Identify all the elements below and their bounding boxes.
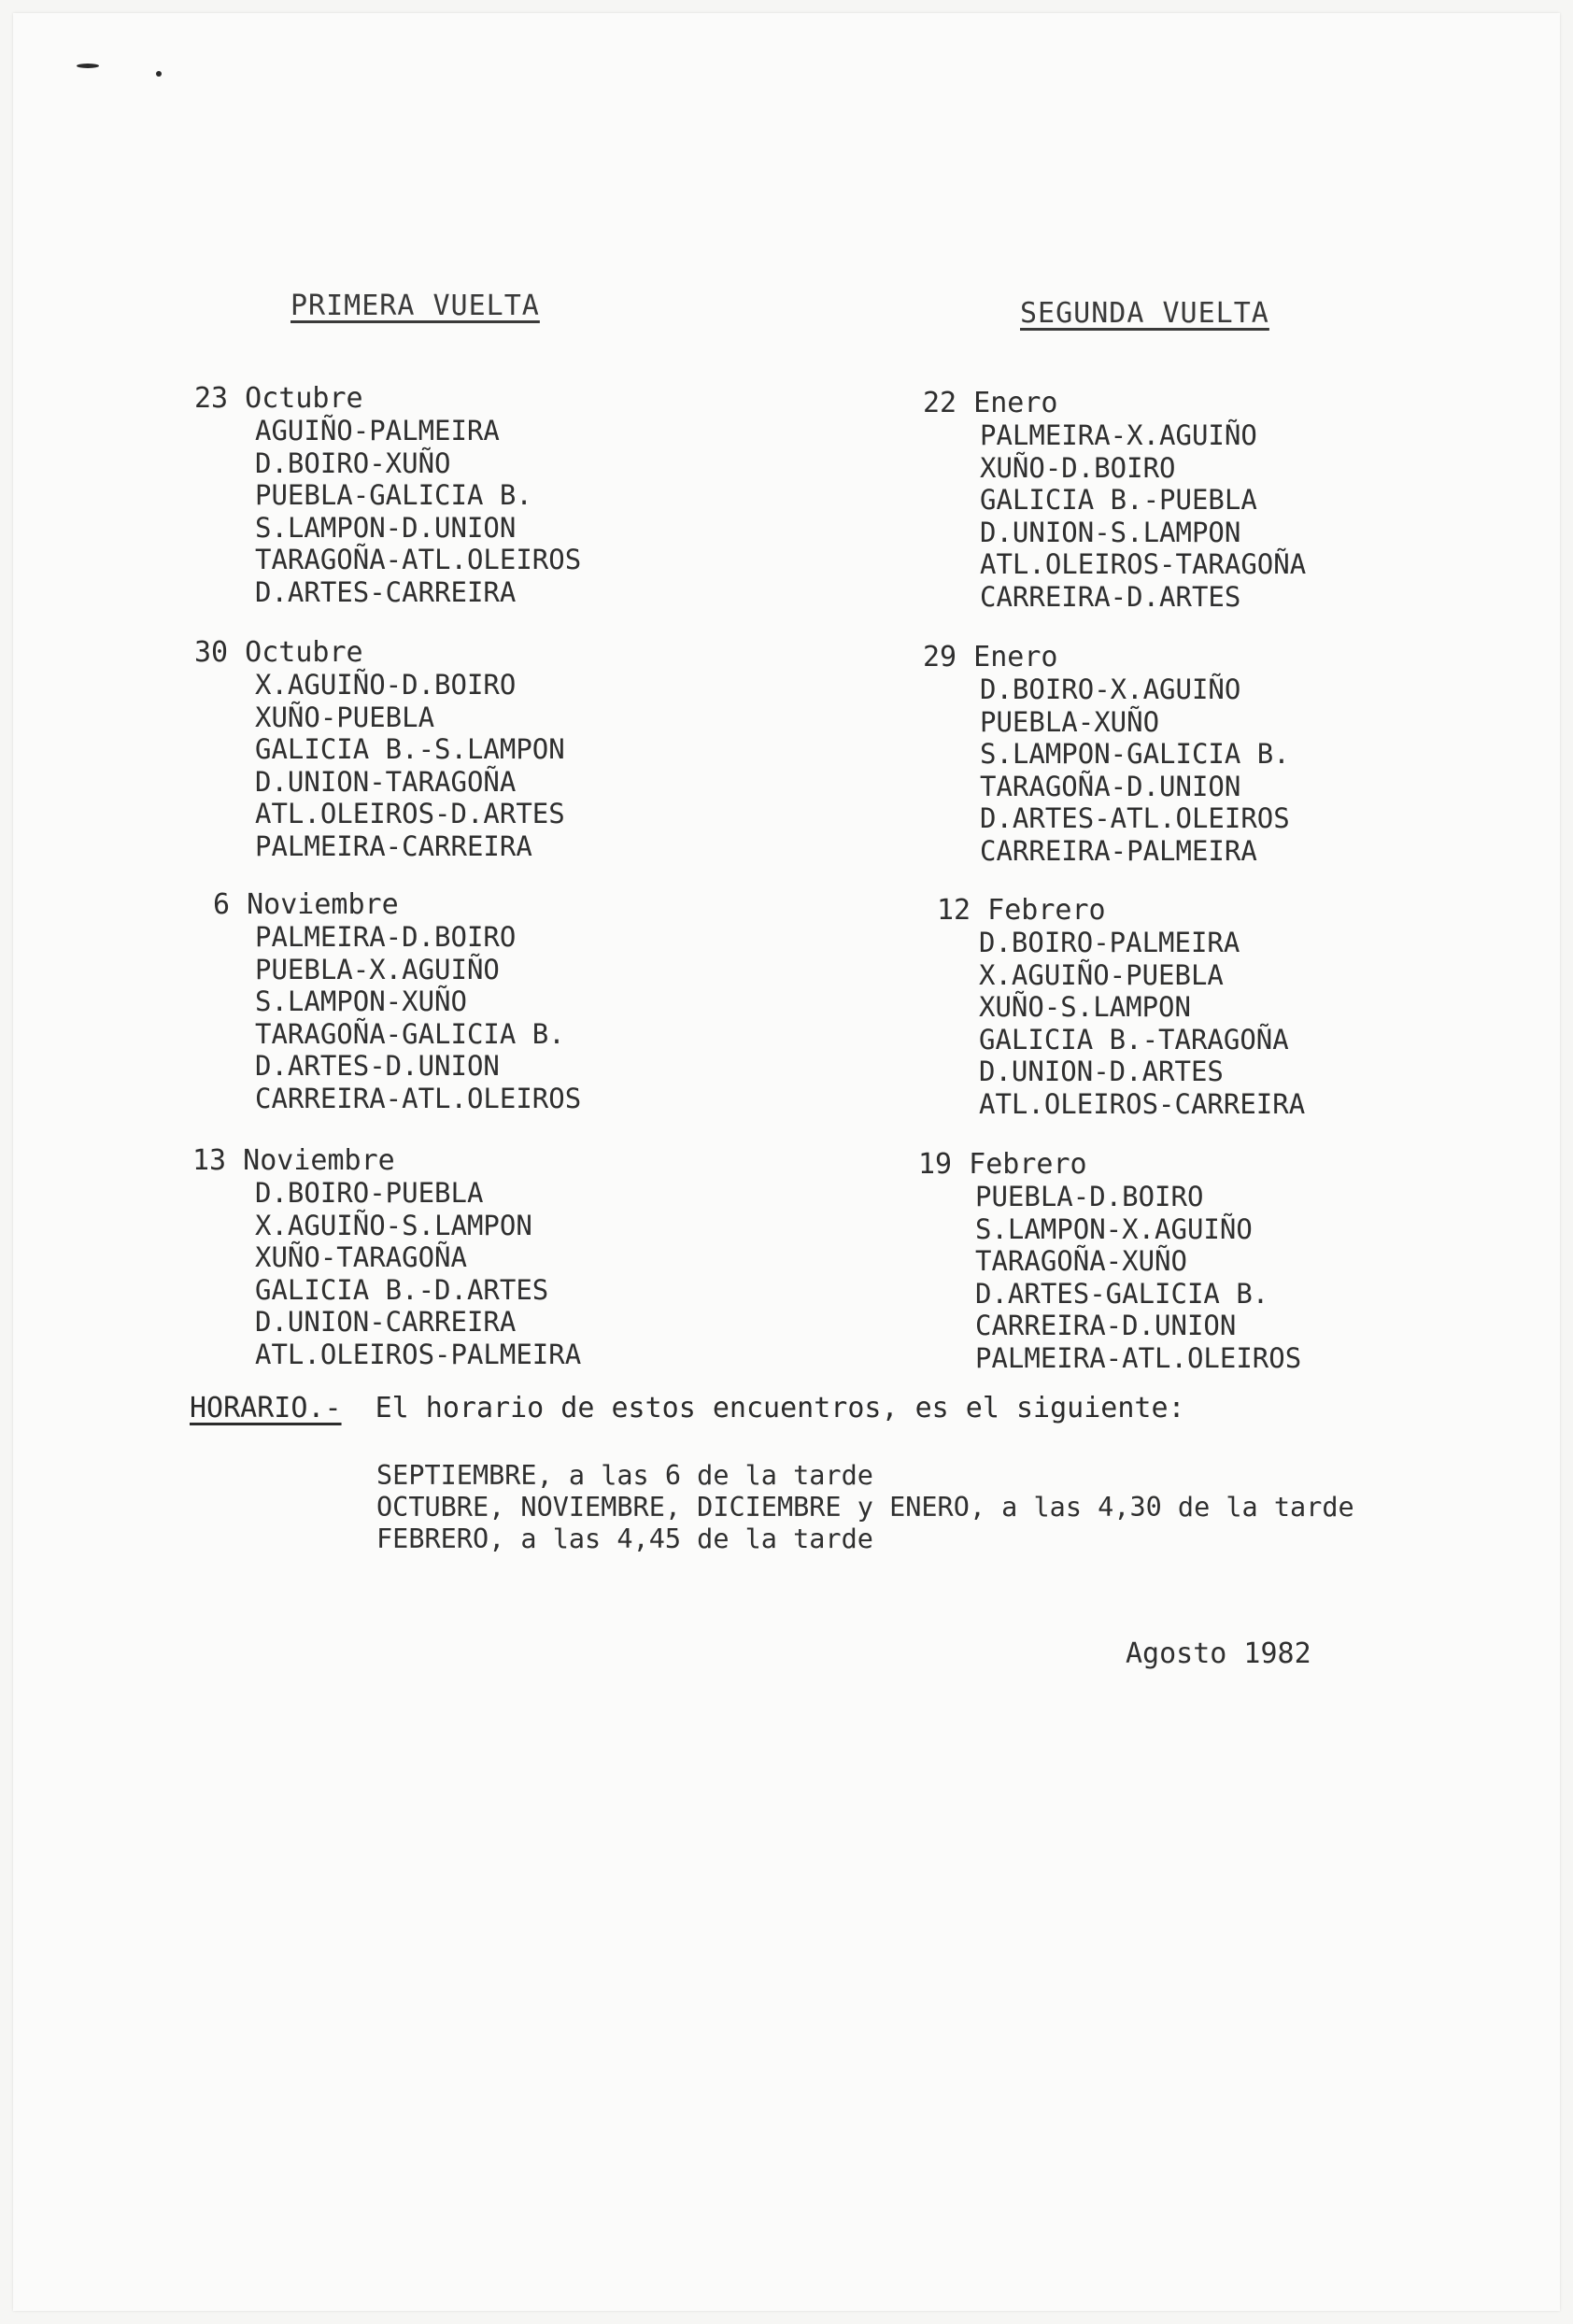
round-8 (918, 1149, 1516, 1374)
document-date: Agosto 1982 (1126, 1637, 1311, 1670)
match: S.LAMPON-D.UNION (255, 511, 517, 544)
match: D.UNION-TARAGOÑA (255, 765, 517, 798)
match: D.ARTES-GALICIA B. (975, 1277, 1269, 1310)
match: D.ARTES-CARREIRA (255, 575, 517, 608)
match: D.BOIRO-PUEBLA (255, 1177, 484, 1209)
match: TARAGOÑA-GALICIA B. (255, 1017, 565, 1050)
match: S.LAMPON-GALICIA B. (980, 738, 1290, 770)
round-1 (194, 383, 792, 608)
match: GALICIA B.-D.ARTES (255, 1273, 549, 1306)
round-date: 13 Noviembre (192, 1144, 395, 1177)
match: X.AGUIÑO-D.BOIRO (255, 669, 517, 701)
match: GALICIA B.-TARAGOÑA (979, 1023, 1289, 1056)
match-list (937, 927, 1535, 1120)
ink-dot (156, 71, 162, 77)
match: ATL.OLEIROS-TARAGOÑA (980, 548, 1307, 580)
match: D.BOIRO-PALMEIRA (979, 927, 1240, 958)
match: D.UNION-S.LAMPON (980, 516, 1241, 548)
round-3 (213, 889, 811, 1114)
schedule-intro (190, 1392, 1535, 1424)
match: AGUIÑO-PALMEIRA (255, 415, 500, 446)
match: CARREIRA-D.ARTES (980, 580, 1241, 613)
match-list (192, 1177, 790, 1370)
match: D.UNION-D.ARTES (979, 1056, 1224, 1087)
match: PALMEIRA-ATL.OLEIROS (975, 1341, 1302, 1374)
match: D.ARTES-D.UNION (255, 1050, 500, 1082)
round-date: 29 Enero (923, 641, 1058, 673)
match: TARAGOÑA-XUÑO (975, 1245, 1187, 1277)
match: PUEBLA-GALICIA B. (255, 479, 532, 511)
round-date: 30 Octubre (194, 636, 363, 669)
schedule-line: OCTUBRE, NOVIEMBRE, DICIEMBRE y ENERO, a las 4,30 de la tarde (376, 1492, 1354, 1523)
match: PALMEIRA-CARREIRA (255, 829, 532, 862)
match: CARREIRA-D.UNION (975, 1310, 1237, 1341)
match: X.AGUIÑO-S.LAMPON (255, 1209, 532, 1241)
match-list (194, 415, 792, 608)
schedule-line: FEBRERO, a las 4,45 de la tarde (376, 1523, 873, 1554)
round-date: 6 Noviembre (213, 888, 399, 921)
second-leg-heading: SEGUNDA VUELTA (1020, 297, 1269, 330)
match: S.LAMPON-XUÑO (255, 985, 467, 1017)
match: PALMEIRA-D.BOIRO (255, 921, 517, 953)
match: D.ARTES-ATL.OLEIROS (980, 802, 1290, 834)
match: XUÑO-TARAGOÑA (255, 1241, 467, 1273)
round-date: 23 Octubre (194, 382, 363, 415)
match: GALICIA B.-PUEBLA (980, 484, 1257, 516)
match: XUÑO-D.BOIRO (980, 451, 1176, 484)
schedule-times (376, 1460, 1535, 1555)
round-date: 22 Enero (923, 387, 1058, 419)
match: ATL.OLEIROS-PALMEIRA (255, 1338, 582, 1370)
match-list (923, 419, 1521, 613)
round-6 (923, 642, 1521, 867)
schedule-label: HORARIO.- (190, 1392, 342, 1424)
match: X.AGUIÑO-PUEBLA (979, 958, 1224, 991)
match: D.UNION-CARREIRA (255, 1306, 517, 1338)
match-list (918, 1181, 1516, 1374)
round-4 (192, 1145, 790, 1370)
round-date: 19 Febrero (918, 1148, 1087, 1181)
match: S.LAMPON-X.AGUIÑO (975, 1212, 1253, 1245)
first-leg-heading: PRIMERA VUELTA (291, 290, 540, 322)
match: PUEBLA-X.AGUIÑO (255, 953, 500, 985)
round-date: 12 Febrero (937, 894, 1106, 927)
match: D.BOIRO-XUÑO (255, 446, 451, 479)
match: GALICIA B.-S.LAMPON (255, 733, 565, 765)
schedule-text: El horario de estos encuentros, es el siguiente: (375, 1392, 1185, 1424)
match: PALMEIRA-X.AGUIÑO (980, 419, 1257, 451)
ink-smudge (77, 64, 99, 68)
match: XUÑO-PUEBLA (255, 701, 435, 733)
match: CARREIRA-ATL.OLEIROS (255, 1082, 582, 1114)
match: ATL.OLEIROS-D.ARTES (255, 798, 565, 829)
match: TARAGOÑA-D.UNION (980, 770, 1241, 802)
match: ATL.OLEIROS-CARREIRA (979, 1087, 1306, 1120)
match: D.BOIRO-X.AGUIÑO (980, 673, 1241, 705)
round-7 (937, 895, 1535, 1120)
match-list (194, 669, 792, 862)
match: CARREIRA-PALMEIRA (980, 834, 1257, 867)
round-2 (194, 637, 792, 862)
round-5 (923, 388, 1521, 613)
schedule-line: SEPTIEMBRE, a las 6 de la tarde (376, 1460, 873, 1491)
match: TARAGOÑA-ATL.OLEIROS (255, 544, 582, 575)
match-list (923, 673, 1521, 867)
match: XUÑO-S.LAMPON (979, 991, 1191, 1023)
match: PUEBLA-D.BOIRO (975, 1181, 1204, 1212)
match: PUEBLA-XUÑO (980, 705, 1160, 738)
match-list (213, 921, 811, 1114)
